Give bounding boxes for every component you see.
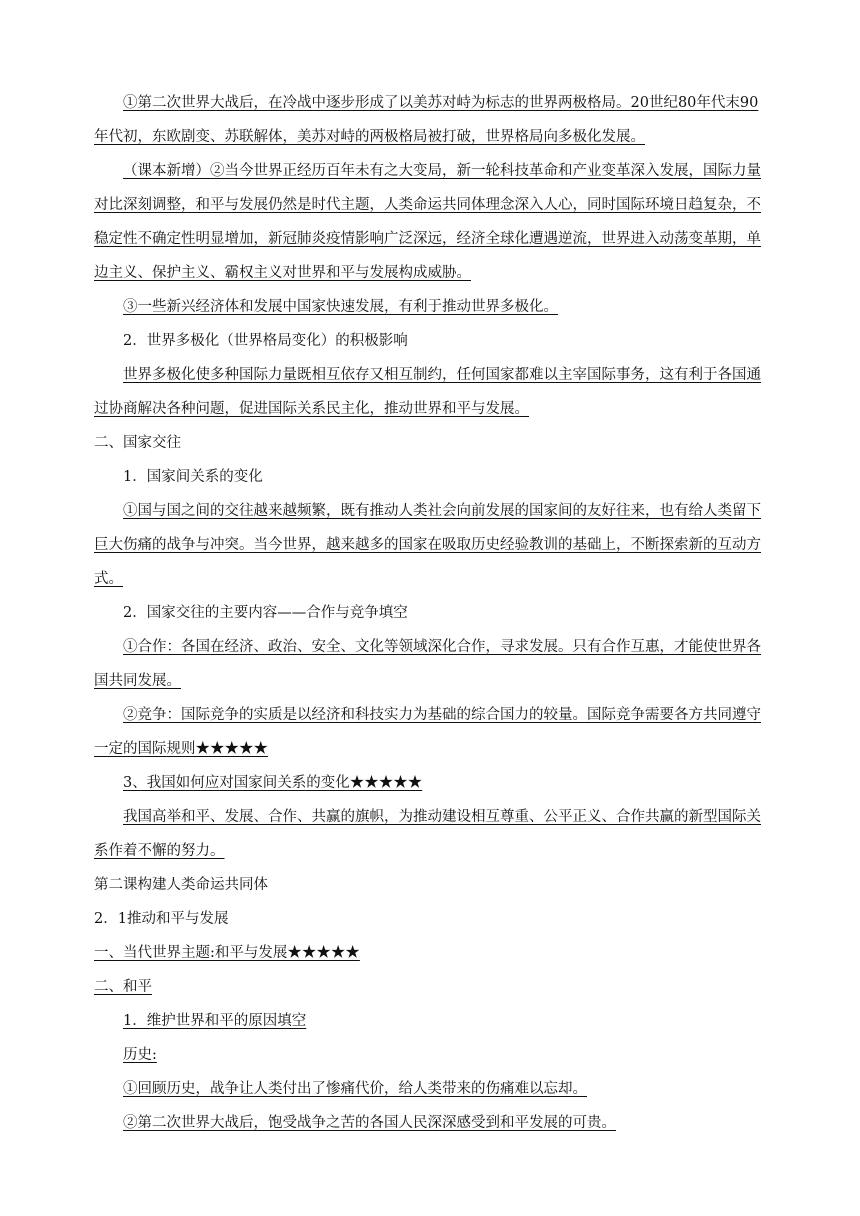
paragraph-relations-change: ①国与国之间的交往越来越频繁，既有推动人类社会向前发展的国家间的友好往来，也有给人类留下巨大伤痛的战争与冲突。当今世界，越来越多的国家在吸取历史经验教训的基础上，不断探索新的互动方式。 <box>94 503 761 587</box>
paragraph-new-textbook-addition: （课本新增）②当今世界正经历百年未有之大变局，新一轮科技革命和产业变革深入发展，国际力量对比深刻调整，和平与发展仍然是时代主题，人类命运共同体理念深入人心，同时国际环境日趋复杂，不稳定性不确定性明显增加，新冠肺炎疫情影响广泛深远，经济全球化遭遇逆流，世界进入动荡变革期，单边主义、保护主义、霸权主义对世界和平与发展构成威胁。 <box>94 163 761 281</box>
paragraph-history-1: ①回顾历史，战争让人类付出了惨痛代价，给人类带来的伤痛难以忘却。 <box>123 1081 587 1097</box>
heading-peace-reasons: 1．维护世界和平的原因填空 <box>123 1013 307 1029</box>
paragraph-bipolar-to-multipolar: ①第二次世界大战后，在冷战中逐步形成了以美苏对峙为标志的世界两极格局。20世纪80年代末90年代初，东欧剧变、苏联解体，美苏对峙的两极格局被打破，世界格局向多极化发展。 <box>94 95 759 145</box>
paragraph-competition: ②竞争：国际竞争的实质是以经济和科技实力为基础的综合国力的较量。国际竞争需要各方共同遵守一定的国际规则★★★★★ <box>94 707 761 757</box>
section-title: 2．1推动和平与发展 <box>94 911 229 927</box>
lesson-title: 第二课构建人类命运共同体 <box>94 877 268 893</box>
paragraph-history-2: ②第二次世界大战后，饱受战争之苦的各国人民深深感受到和平发展的可贵。 <box>123 1115 616 1131</box>
paragraph-emerging-economies: ③一些新兴经济体和发展中国家快速发展，有利于推动世界多极化。 <box>123 299 558 315</box>
paragraph-china-response: 我国高举和平、发展、合作、共赢的旗帜，为推动建设相互尊重、公平正义、合作共赢的新型国际关系作着不懈的努力。 <box>94 809 761 859</box>
heading-multipolar-positive-impact: 2．世界多极化（世界格局变化）的积极影响 <box>123 333 408 349</box>
heading-state-interaction: 二、国家交往 <box>94 435 181 451</box>
document-page <box>94 86 766 1140</box>
label-history: 历史: <box>123 1047 157 1063</box>
heading-cooperation-competition: 2．国家交往的主要内容——合作与竞争填空 <box>123 605 408 621</box>
paragraph-cooperation: ①合作：各国在经济、政治、安全、文化等领域深化合作，寻求发展。只有合作互惠，才能使世界各国共同发展。 <box>94 639 761 689</box>
paragraph-multipolar-impact: 世界多极化使多种国际力量既相互依存又相互制约，任何国家都难以主宰国际事务，这有利于各国通过协商解决各种问题，促进国际关系民主化，推动世界和平与发展。 <box>94 367 761 417</box>
heading-relations-change: 1．国家间关系的变化 <box>123 469 263 485</box>
heading-world-theme: 一、当代世界主题:和平与发展★★★★★ <box>94 945 360 961</box>
heading-peace: 二、和平 <box>94 979 152 995</box>
heading-china-response: 3、我国如何应对国家间关系的变化★★★★★ <box>123 775 423 791</box>
